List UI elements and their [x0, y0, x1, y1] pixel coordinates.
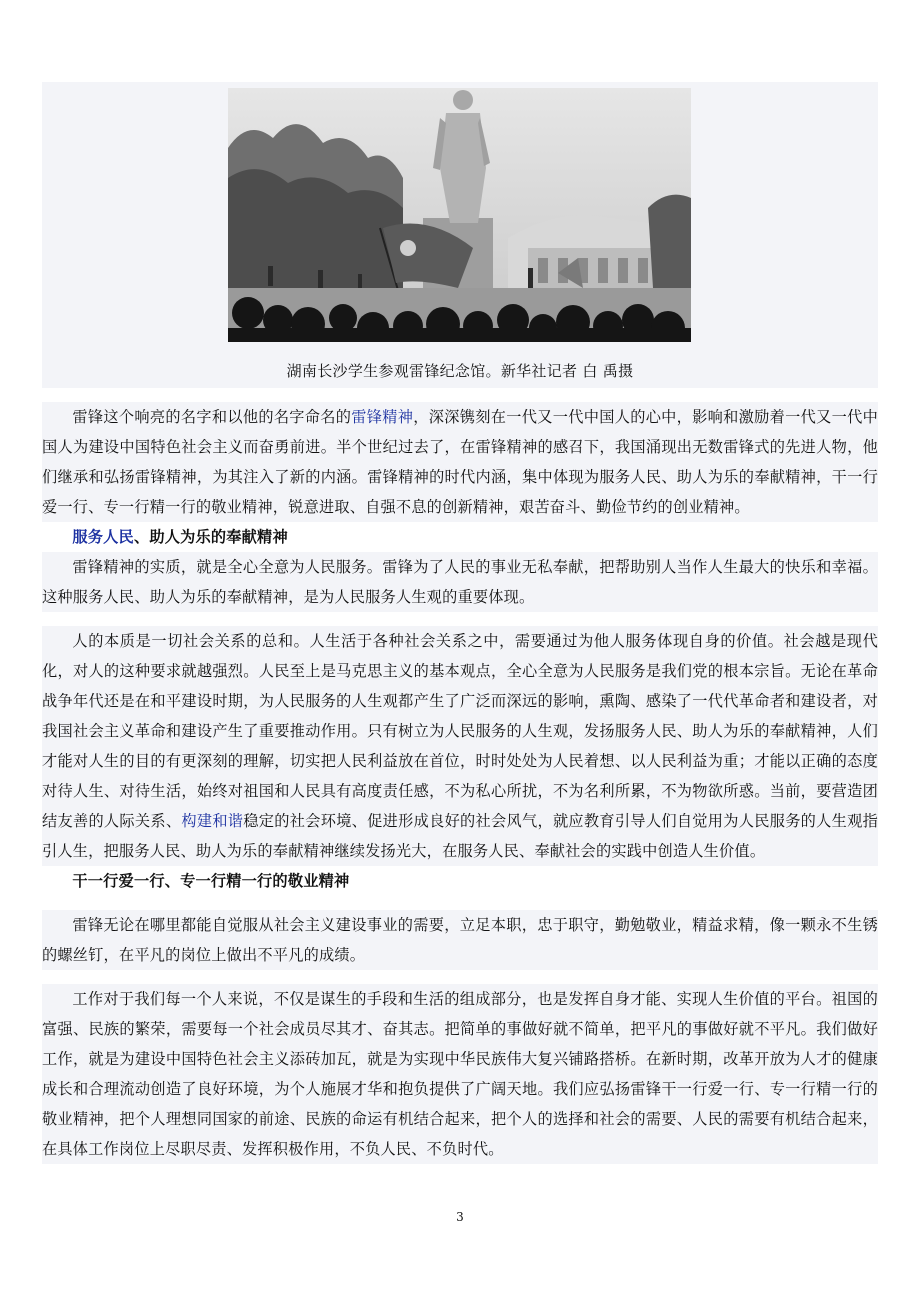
memorial-photo-image — [228, 88, 691, 342]
section-heading-1 — [42, 522, 878, 552]
paragraph-3 — [42, 626, 878, 866]
paragraph-3-text-b: 稳定的社会环境、促进形成良好的社会风气，就应教育引导人们自觉用为人民服务的人生观指引人生，把服务人民、助人为乐的奉献精神继续发扬光大，在服务人民、奉献社会的实践中创造人生价值。 — [42, 812, 878, 860]
section-heading-2: 干一行爱一行、专一行精一行的敬业精神 — [72, 872, 350, 890]
intro-text-b: ，深深镌刻在一代又一代中国人的心中，影响和激励着一代又一代中国人为建设中国特色社会主义而奋勇前进。半个世纪过去了，在雷锋精神的感召下，我国涌现出无数雷锋式的先进人物，他们继承和弘扬雷锋精神，为其注入了新的内涵。雷锋精神的时代内涵，集中体现为服务人民、助人为乐的奉献精神，干一行爱一行、专一行精一行的敬业精神，锐意进取、自强不息的创新精神，艰苦奋斗、勤俭节约的创业精神。 — [42, 408, 878, 516]
paragraph-2: 雷锋精神的实质，就是全心全意为人民服务。雷锋为了人民的事业无私奉献，把帮助别人当作人生最大的快乐和幸福。这种服务人民、助人为乐的奉献精神，是为人民服务人生观的重要体现。 — [42, 552, 878, 612]
spacer — [42, 896, 878, 910]
paragraph-3-text-a: 人的本质是一切社会关系的总和。人生活于各种社会关系之中，需要通过为他人服务体现自身的价值。社会越是现代化，对人的这种要求就越强烈。人民至上是马克思主义的基本观点，全心全意为人民服务是我们党的根本宗旨。无论在革命战争年代还是在和平建设时期，为人民服务的人生观都产生了广泛而深远的影响，熏陶、感染了一代代革命者和建设者，对我国社会主义革命和建设产生了重要推动作用。只有树立为人民服务的人生观，发扬服务人民、助人为乐的奉献精神，人们才能对人生的目的有更深刻的理解，切实把人民利益放在首位，时时处处为人民着想、以人民利益为重；才能以正确的态度对待人生、对待生活，始终对祖国和人民具有高度责任感，不为私心所扰，不为名利所累，不为物欲所惑。当前，要营造团结友善的人际关系、 — [42, 632, 878, 830]
article-body — [42, 402, 878, 1164]
spacer — [42, 612, 878, 626]
intro-text-a: 雷锋这个响亮的名字和以他的名字命名的 — [72, 408, 352, 426]
serve-people-link[interactable]: 服务人民 — [72, 528, 134, 546]
paragraph-4: 雷锋无论在哪里都能自觉服从社会主义建设事业的需要，立足本职，忠于职守，勤勉敬业，精益求精，像一颗永不生锈的螺丝钉，在平凡的岗位上做出不平凡的成绩。 — [42, 910, 878, 970]
photo-block — [42, 82, 878, 388]
intro-paragraph — [42, 402, 878, 522]
memorial-photo — [228, 88, 691, 342]
photo-caption: 湖南长沙学生参观雷锋纪念馆。新华社记者 白 禹摄 — [286, 362, 634, 380]
build-harmony-link[interactable]: 构建和谐 — [181, 812, 244, 830]
page-number: 3 — [456, 1210, 464, 1224]
paragraph-5: 工作对于我们每一个人来说，不仅是谋生的手段和生活的组成部分，也是发挥自身才能、实现人生价值的平台。祖国的富强、民族的繁荣，需要每一个社会成员尽其才、奋其志。把简单的事做好就不简单，把平凡的事做好就不平凡。我们做好工作，就是为建设中国特色社会主义添砖加瓦，就是为实现中华民族伟大复兴铺路搭桥。在新时期，改革开放为人才的健康成长和合理流动创造了良好环境，为个人施展才华和抱负提供了广阔天地。我们应弘扬雷锋干一行爱一行、专一行精一行的敬业精神，把个人理想同国家的前途、民族的命运有机结合起来，把个人的选择和社会的需要、人民的需要有机结合起来，在具体工作岗位上尽职尽责、发挥积极作用，不负人民、不负时代。 — [42, 984, 878, 1164]
section-heading-1-text: 、助人为乐的奉献精神 — [133, 528, 288, 546]
leifeng-spirit-link[interactable]: 雷锋精神 — [351, 408, 414, 426]
spacer — [42, 970, 878, 984]
